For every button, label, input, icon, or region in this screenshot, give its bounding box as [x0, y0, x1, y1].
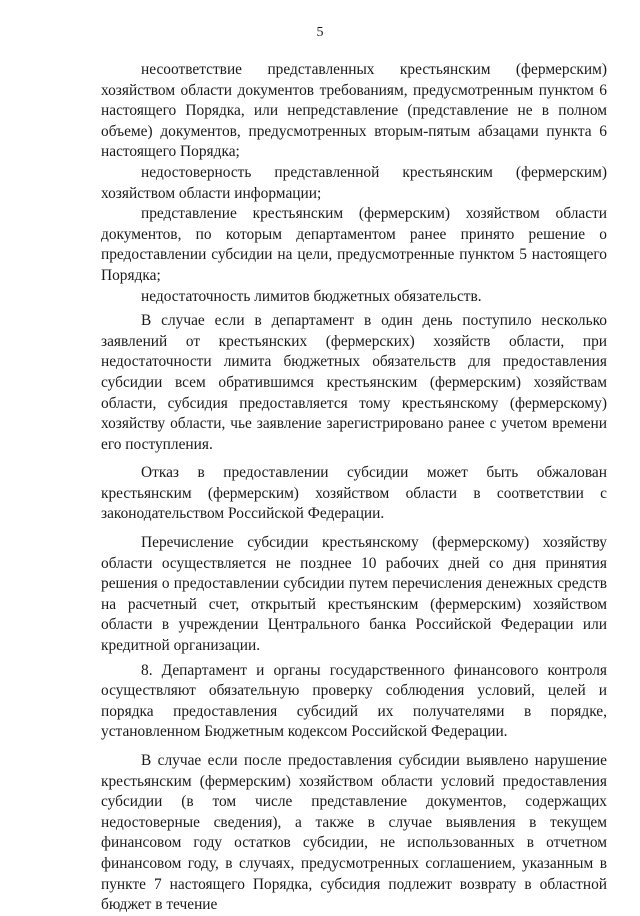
paragraph-section-8: 8. Департамент и органы государственного финансового контроля осуществляют обязательную проверку соблюдения условий, целей и порядка предоставления субсидий их получателями в порядке, установленном Бюджетным кодексом Российской Федерации. — [101, 661, 607, 741]
paragraph-same-day-applications: В случае если в департамент в один день поступило несколько заявлений от крестьянских (фермерских) хозяйств области, при недостаточности лимита бюджетных обязательств для предоставления субсидии всем обратившимся крестьянским (фермерским) хозяйствам области, субсидия предоставляется тому крестьянскому (фермерскому) хозяйству области, чье заявление зарегистрировано ранее с учетом времени его поступления. — [101, 312, 607, 453]
paragraph-nonconformity: несоответствие представленных крестьянским (фермерским) хозяйством области документов требованиям, предусмотренным пунктом 6 настоящего Порядка, или непредставление (представление не в полном объеме) документов, предусмотренных вторым-пятым абзацами пункта 6 настоящего Порядка; — [101, 61, 607, 161]
paragraph-unreliability: недостоверность представленной крестьянским (фермерским) хозяйством области информации; — [101, 163, 607, 202]
paragraph-refund: В случае если после предоставления субсидии выявлено нарушение крестьянским (фермерским) хозяйством области условий предоставления субсидии (в том числе представление документов, содержащих недостоверные сведения), а также в случае выявления в текущем финансовом году остатков субсидии, не использованных в отчетном финансовом году, в случаях, предусмотренных соглашением, указанным в пункте 7 настоящего Порядка, субсидия подлежит возврату в областной бюджет в течение — [101, 752, 607, 914]
document-body — [101, 60, 607, 916]
paragraph-transfer: Перечисление субсидии крестьянскому (фермерскому) хозяйству области осуществляется не позднее 10 рабочих дней со дня принятия решения о предоставлении субсидии путем перечисления денежных средств на расчетный счет, открытый крестьянским (фермерским) хозяйством области в учреждении Центрального банка Российской Федерации или кредитной организации. — [101, 534, 607, 655]
paragraph-appeal: Отказ в предоставлении субсидии может быть обжалован крестьянским (фермерским) хозяйством области в соответствии с законодательством Российской Федерации. — [101, 464, 607, 523]
paragraph-prior-decision: представление крестьянским (фермерским) хозяйством области документов, по которым департаментом ранее принято решение о предоставлении субсидии на цели, предусмотренные пунктом 5 настоящего Порядка; — [101, 205, 607, 284]
paragraph-limits: недостаточность лимитов бюджетных обязательств. — [141, 287, 482, 305]
page-number: 5 — [316, 25, 324, 40]
